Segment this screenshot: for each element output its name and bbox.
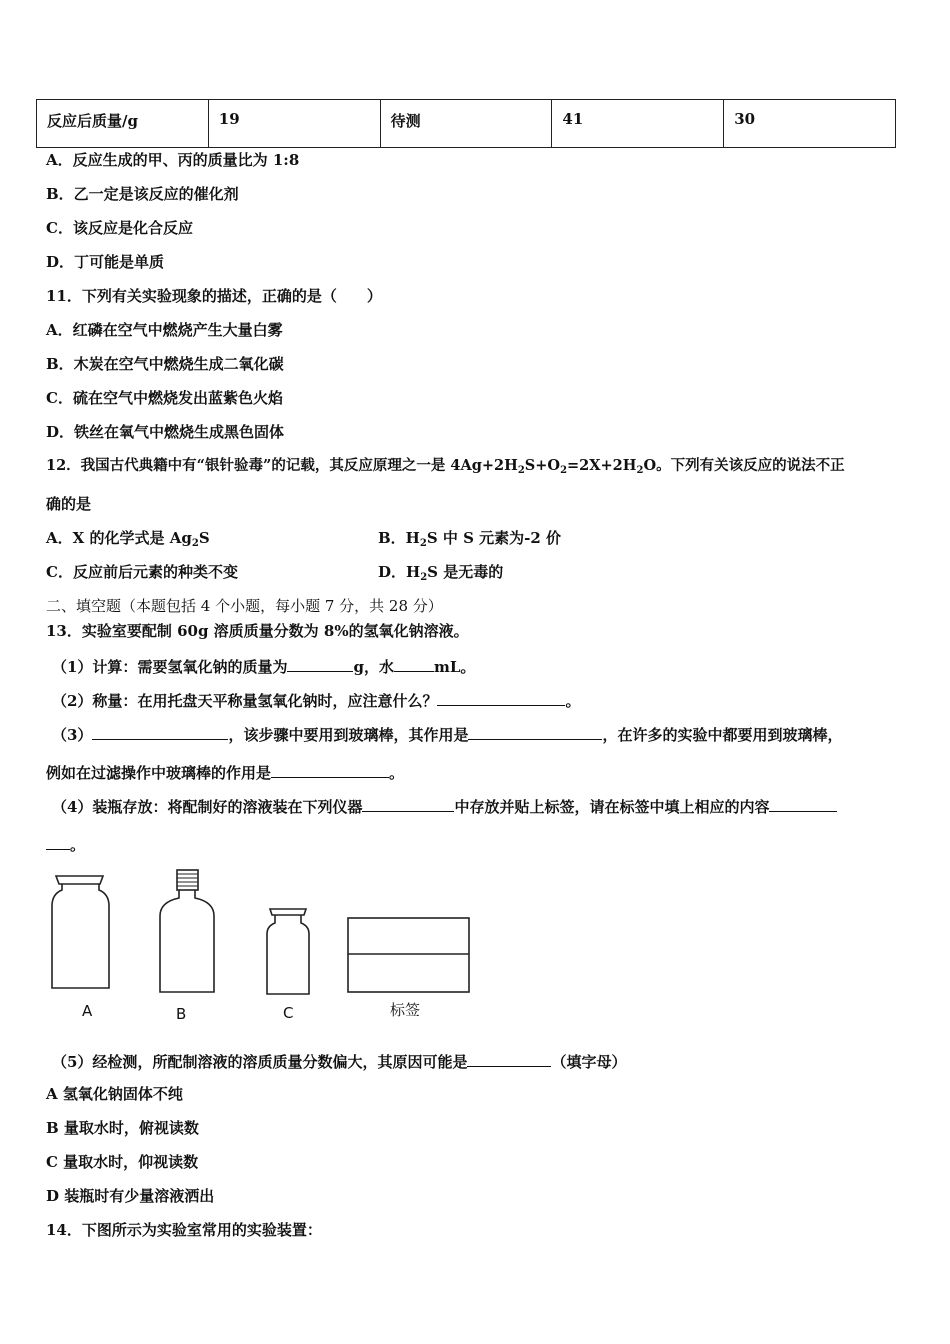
q13-part4: （4）装瓶存放：将配制好的溶液装在下列仪器 中存放并贴上标签，请在标签中填上相应的内容 [52,795,837,817]
figure-label-tag: 标签 [390,1001,421,1019]
small-bottle-c [267,909,309,994]
q14-stem: 14．下图所示为实验室常用的实验装置： [46,1221,322,1239]
answer-blank[interactable] [769,795,837,812]
q10-option-b: B．乙一定是该反应的催化剂 [46,185,239,203]
table-cell-bing: 41 [552,100,724,148]
narrow-mouth-bottle-b [160,870,214,992]
q12-stem-line2: 确的是 [46,495,92,513]
reaction-mass-table [36,99,896,148]
section-heading: 二、填空题（本题包括 4 个小题，每小题 7 分，共 28 分） [46,597,443,615]
q13-option-c: C 量取水时，仰视读数 [46,1153,199,1171]
q12-option-b: B．$H_2S$ 中 S 元素为-2 价 [378,529,562,549]
table-row-label: 反应后质量/g [37,100,209,148]
q11-option-a: A．红磷在空气中燃烧产生大量白雾 [46,321,283,339]
label-box [348,918,469,992]
answer-blank[interactable] [362,795,454,812]
answer-blank[interactable] [468,723,602,740]
table-cell-jia: 19 [208,100,380,148]
answer-blank[interactable] [271,761,389,778]
answer-blank[interactable] [437,689,565,706]
figure-label-a: A [82,1002,93,1020]
answer-blank[interactable] [92,723,228,740]
figure-label-b: B [176,1005,187,1023]
q11-option-b: B．木炭在空气中燃烧生成二氧化碳 [46,355,284,373]
q11-option-d: D．铁丝在氧气中燃烧生成黑色固体 [46,423,285,441]
q13-part5: （5）经检测，所配制溶液的溶质质量分数偏大，其原因可能是 （填字母） [52,1050,626,1072]
q13-part3-line2: 例如在过滤操作中玻璃棒的作用是 。 [46,761,404,783]
q10-option-d: D．丁可能是单质 [46,253,165,271]
table-cell-yi: 待测 [380,100,552,148]
wide-mouth-bottle-a [52,876,109,988]
q11-option-c: C．硫在空气中燃烧发出蓝紫色火焰 [46,389,283,407]
table-row [37,100,896,148]
bottles-figure [0,860,950,1030]
q13-part2: （2）称量：在用托盘天平称量氢氧化钠时，应注意什么？ 。 [52,689,580,711]
answer-blank[interactable] [287,655,353,672]
q12-option-a: A．X 的化学式是 $Ag_2S$ [46,529,210,549]
answer-blank[interactable] [467,1050,551,1067]
q12-option-d: D．$H_2S$ 是无毒的 [378,563,504,583]
q13-part1: （1）计算：需要氢氧化钠的质量为 g，水 mL。 [52,655,475,677]
q13-option-a: A 氢氧化钠固体不纯 [46,1085,183,1103]
answer-blank[interactable] [394,655,434,672]
q11-stem: 11．下列有关实验现象的描述，正确的是（ ） [46,287,382,305]
q13-part4-line2: 。 [46,833,85,855]
table-cell-ding: 30 [724,100,896,148]
answer-blank[interactable] [46,833,70,850]
q12-stem: 12．我国古代典籍中有“银针验毒”的记载，其反应原理之一是 $4Ag+2H_2S+O_2=2X+2H_2O$。下列有关该反应的说法不正 [46,457,845,476]
q10-option-c: C．该反应是化合反应 [46,219,193,237]
q12-option-c: C．反应前后元素的种类不变 [46,563,238,581]
q13-option-b: B 量取水时，俯视读数 [46,1119,199,1137]
q13-option-d: D 装瓶时有少量溶液洒出 [46,1187,215,1205]
figure-label-c: C [283,1004,294,1022]
q13-part3: （3） ，该步骤中要用到玻璃棒，其作用是 ，在许多的实验中都要用到玻璃棒， [52,723,842,745]
q13-stem: 13．实验室要配制 60g 溶质质量分数为 8%的氢氧化钠溶液。 [46,622,469,640]
q10-option-a: A．反应生成的甲、丙的质量比为 1:8 [46,151,300,169]
